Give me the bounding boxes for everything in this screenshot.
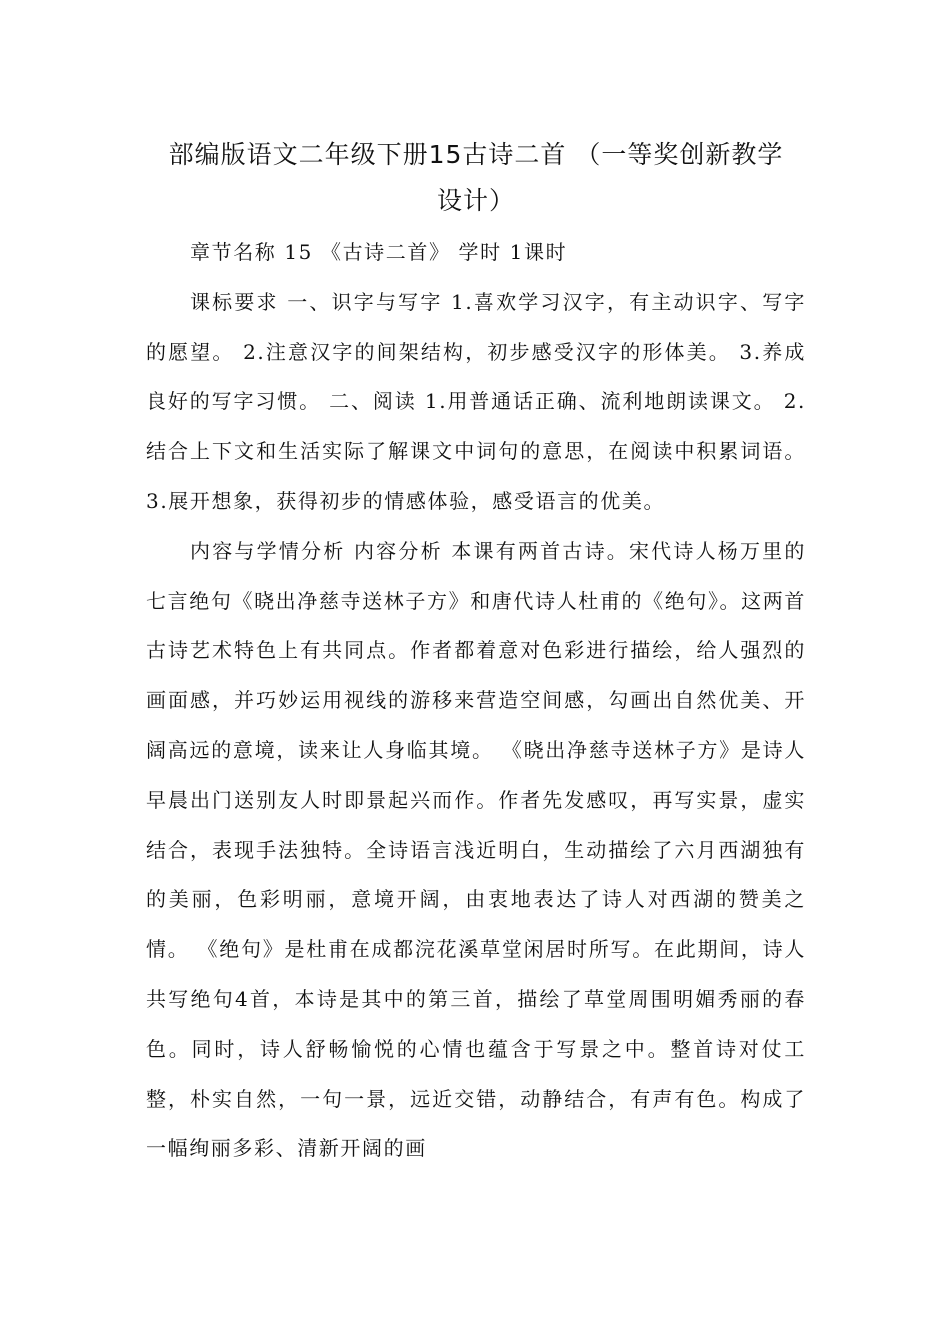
title-line-1: 部编版语文二年级下册15古诗二首 （一等奖创新教学 (168, 140, 784, 169)
paragraph-chapter-info: 章节名称 15 《古诗二首》 学时 1课时 (190, 240, 568, 264)
paragraph-curriculum-requirements: 课标要求 一、识字与写字 1.喜欢学习汉字，有主动识字、写字的愿望。 2.注意汉字的间架结构，初步感受汉字的形体美。 3.养成良好的写字习惯。 二、阅读 1.用普通话正确、流利地朗读课文。 2.结合上下文和生活实际了解课文中词句的意思，在阅读中积累词语。 3.展开想象，获得初步的情感体验，感受语言的优美。 (146, 289, 806, 513)
document-title (146, 132, 806, 224)
title-line-2: 设计） (436, 186, 515, 215)
document-body (146, 228, 806, 1174)
paragraph-content-analysis: 内容与学情分析 内容分析 本课有两首古诗。宋代诗人杨万里的七言绝句《晓出净慈寺送林子方》和唐代诗人杜甫的《绝句》。这两首古诗艺术特色上有共同点。作者都着意对色彩进行描绘，给人强烈的画面感，并巧妙运用视线的游移来营造空间感，勾画出自然优美、开阔高远的意境，读来让人身临其境。 《晓出净慈寺送林子方》是诗人早晨出门送别友人时即景起兴而作。作者先发感叹，再写实景，虚实结合，表现手法独特。全诗语言浅近明白，生动描绘了六月西湖独有的美丽，色彩明丽，意境开阔，由衷地表达了诗人对西湖的赞美之情。 《绝句》是杜甫在成都浣花溪草堂闲居时所写。在此期间，诗人共写绝句4首，本诗是其中的第三首，描绘了草堂周围明媚秀丽的春色。同时，诗人舒畅愉悦的心情也蕴含于写景之中。整首诗对仗工整，朴实自然，一句一景，远近交错，动静结合，有声有色。构成了一幅绚丽多彩、清新开阔的画 (146, 538, 806, 1161)
